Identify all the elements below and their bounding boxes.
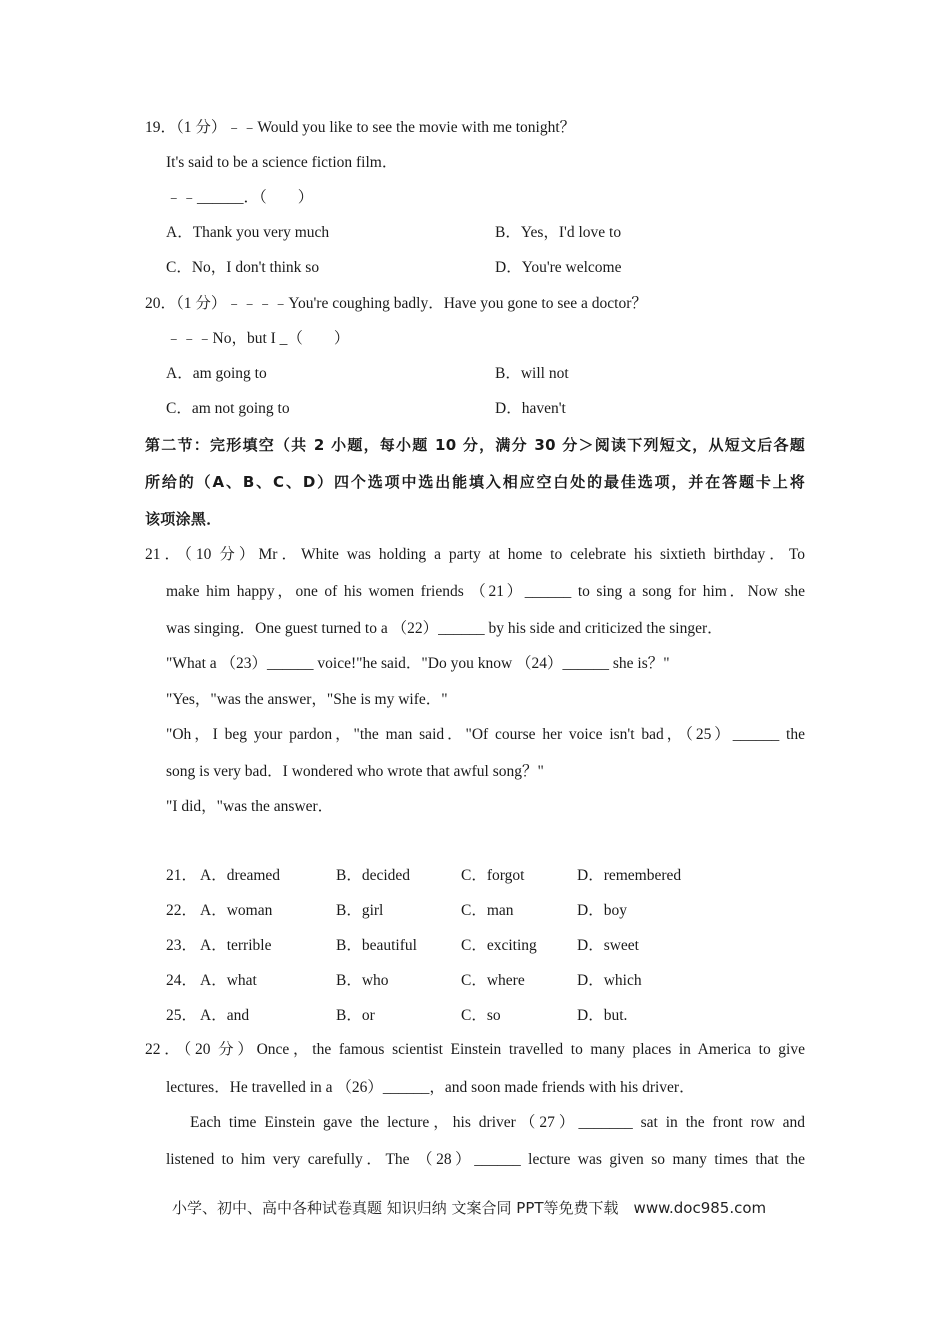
q21-passage-line8: "I did，"was the answer．: [166, 798, 334, 815]
option-a: A．terrible: [200, 937, 272, 954]
q21-passage-line6: "Oh，I beg your pardon，"the man said．"Of course her voice isn't bad，（25）______ the: [166, 726, 805, 743]
q22-passage-line4: listened to him very carefully．The （28）______ lecture was given so many times that the: [166, 1151, 805, 1168]
option-b: B．or: [336, 1007, 375, 1024]
option-c: C．where: [461, 972, 525, 989]
option-b: B．girl: [336, 902, 384, 919]
option-d: D．but.: [577, 1007, 628, 1024]
q20-option-b: B．will not: [495, 365, 569, 382]
q21-passage-line3: was singing．One guest turned to a （22）______ by his side and criticized the singer．: [166, 620, 723, 637]
option-row-number: 24．: [166, 972, 198, 989]
q20-stem: 20．（1 分）﹣﹣﹣﹣You're coughing badly．Have you gone to see a doctor？: [145, 295, 647, 312]
q19-option-a: A．Thank you very much: [166, 224, 330, 241]
q19-stem: 19．（1 分）﹣﹣Would you like to see the movie with me tonight？: [145, 119, 576, 136]
q20-option-c: C．am not going to: [166, 400, 290, 417]
option-b: B．who: [336, 972, 389, 989]
q21-passage-line7: song is very bad．I wondered who wrote that awful song？": [166, 763, 544, 780]
q19-option-b: B．Yes，I'd love to: [495, 224, 622, 241]
section2-instruction-line2: 所给的（A、B、C、D）四个选项中选出能填入相应空白处的最佳选项，并在答题卡上将: [145, 473, 805, 491]
q20-option-a: A．am going to: [166, 365, 267, 382]
option-b: B．beautiful: [336, 937, 417, 954]
q19-line2: It's said to be a science fiction film．: [166, 154, 398, 171]
q22-passage-line1: 22．（20 分）Once，the famous scientist Einstein travelled to many places in America to give: [145, 1041, 805, 1058]
q19-option-c: C．No，I don't think so: [166, 259, 320, 276]
q22-passage-line3: Each time Einstein gave the lecture，his driver（27）_______ sat in the front row and: [190, 1114, 805, 1131]
q22-passage-line2: lectures．He travelled in a （26）______，and soon made friends with his driver．: [166, 1079, 695, 1096]
option-c: C．exciting: [461, 937, 537, 954]
q21-passage-line4: "What a （23）______ voice!"he said．"Do you know （24）______ she is？": [166, 655, 670, 672]
q21-passage-line1: 21．（10 分）Mr．White was holding a party at home to celebrate his sixtieth birthday．To: [145, 546, 805, 563]
option-c: C．forgot: [461, 867, 525, 884]
option-a: A．and: [200, 1007, 250, 1024]
option-b: B．decided: [336, 867, 411, 884]
option-c: C．man: [461, 902, 514, 919]
q20-line2: ﹣﹣﹣No，but I _（ ）: [166, 330, 350, 347]
option-row-number: 25．: [166, 1007, 198, 1024]
option-a: A．dreamed: [200, 867, 281, 884]
option-d: D．boy: [577, 902, 627, 919]
q19-line3: ﹣﹣______．（ ）: [166, 189, 314, 206]
option-a: A．woman: [200, 902, 273, 919]
option-a: A．what: [200, 972, 257, 989]
page-footer: 小学、初中、高中各种试卷真题 知识归纳 文案合同 PPT等免费下载 www.doc985.com: [172, 1199, 767, 1217]
option-row-number: 21．: [166, 867, 198, 884]
option-c: C．so: [461, 1007, 501, 1024]
q19-option-d: D．You're welcome: [495, 259, 622, 276]
section2-instruction-line3: 该项涂黑．: [145, 510, 222, 528]
q21-passage-line5: "Yes，"was the answer，"She is my wife．": [166, 691, 448, 708]
section2-instruction-line1: 第二节：完形填空（共 2 小题，每小题 10 分，满分 30 分＞阅读下列短文，从短文后各题: [145, 436, 805, 454]
option-d: D．which: [577, 972, 642, 989]
option-row-number: 22．: [166, 902, 198, 919]
q21-passage-line2: make him happy，one of his women friends （21）______ to sing a song for him．Now she: [166, 583, 805, 600]
option-row-number: 23．: [166, 937, 198, 954]
option-d: D．remembered: [577, 867, 682, 884]
option-d: D．sweet: [577, 937, 639, 954]
q20-option-d: D．haven't: [495, 400, 566, 417]
